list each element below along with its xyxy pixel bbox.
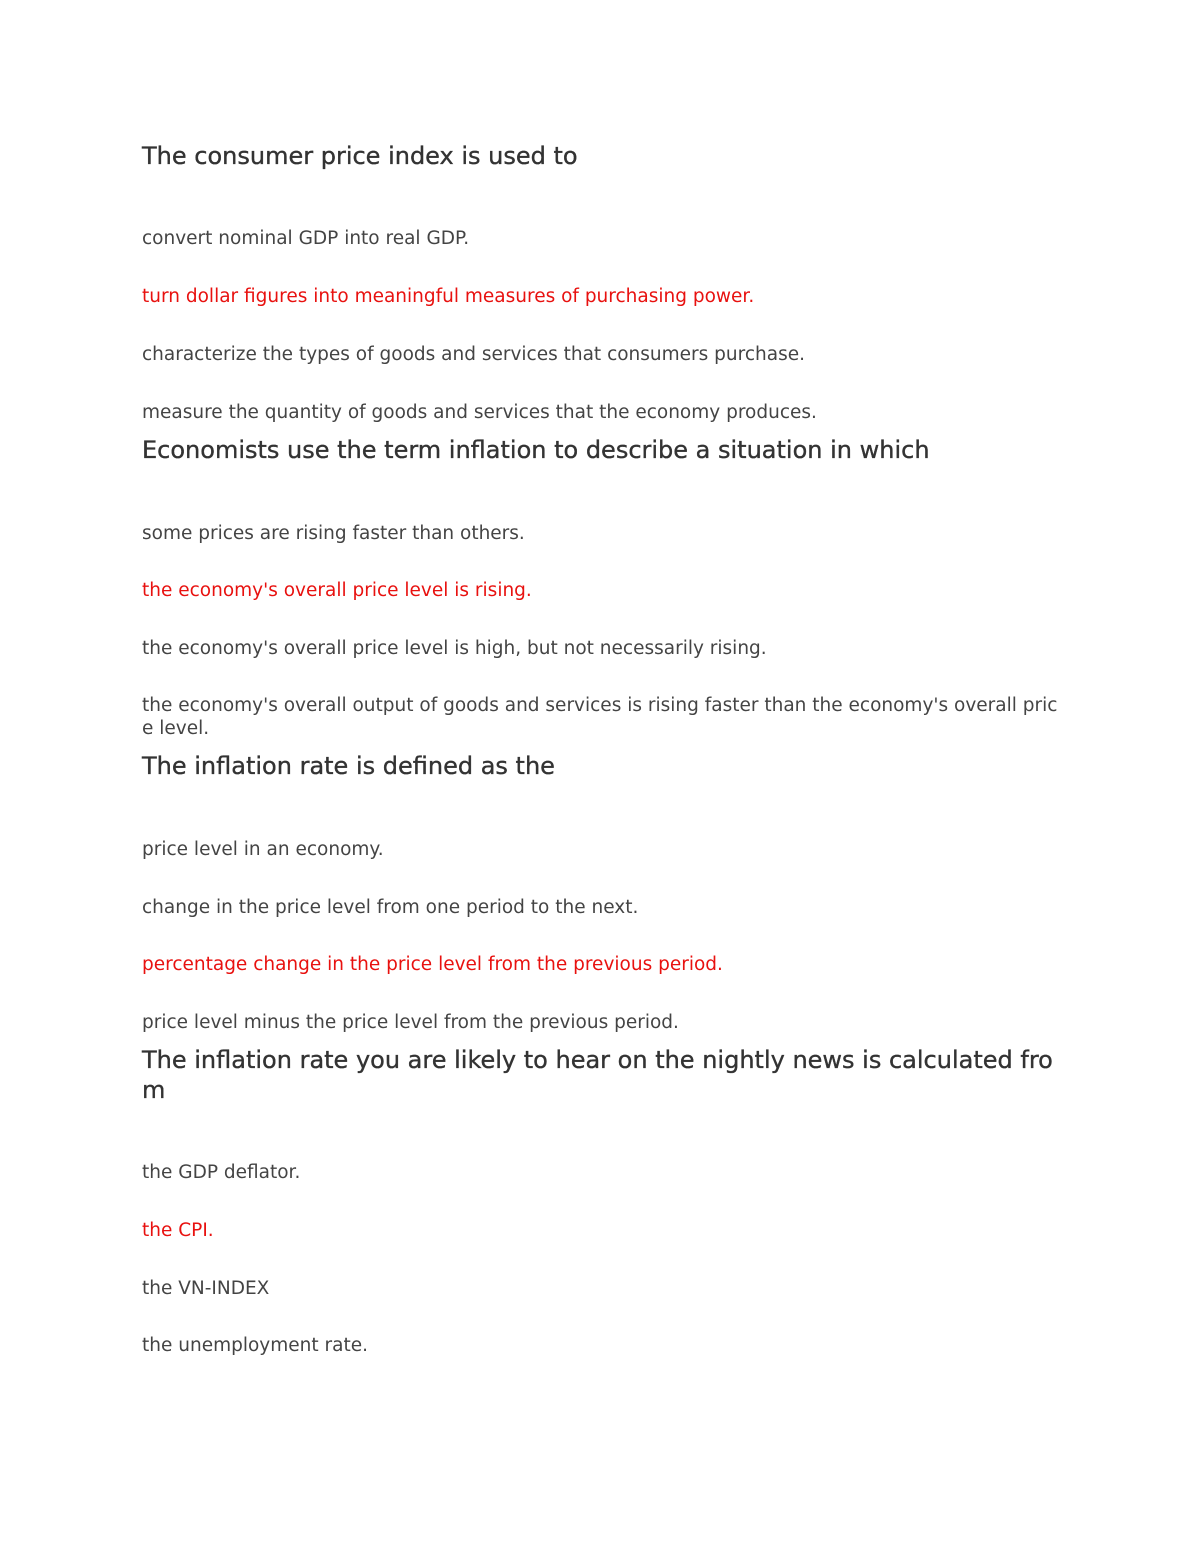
question-3-option-2: change in the price level from one period to the next. bbox=[142, 897, 639, 918]
question-2-option-3: the economy's overall price level is high, but not necessarily rising. bbox=[142, 638, 767, 659]
question-1-option-2-correct: turn dollar figures into meaningful measures of purchasing power. bbox=[142, 286, 755, 307]
question-1-title: The consumer price index is used to bbox=[142, 142, 578, 170]
question-4-title: The inflation rate you are likely to hear on the nightly news is calculated from bbox=[142, 1046, 1053, 1104]
question-4-option-1: the GDP deflator. bbox=[142, 1162, 301, 1183]
question-1-option-4: measure the quantity of goods and services that the economy produces. bbox=[142, 402, 817, 423]
question-4-option-4: the unemployment rate. bbox=[142, 1335, 368, 1356]
question-2-option-2-correct: the economy's overall price level is rising. bbox=[142, 580, 532, 601]
question-3-option-4: price level minus the price level from the previous period. bbox=[142, 1012, 679, 1033]
question-3-option-3-correct: percentage change in the price level from the previous period. bbox=[142, 954, 723, 975]
question-2-title: Economists use the term inflation to describe a situation in which bbox=[142, 436, 930, 464]
question-1-option-3: characterize the types of goods and services that consumers purchase. bbox=[142, 344, 805, 365]
question-3-option-1: price level in an economy. bbox=[142, 839, 384, 860]
question-4-option-3: the VN-INDEX bbox=[142, 1278, 270, 1299]
question-2-option-1: some prices are rising faster than others. bbox=[142, 523, 525, 544]
question-2-option-4: the economy's overall output of goods and services is rising faster than the economy's overall price level. bbox=[142, 695, 1058, 739]
question-3-title: The inflation rate is defined as the bbox=[142, 752, 555, 780]
question-1-option-1: convert nominal GDP into real GDP. bbox=[142, 228, 470, 249]
question-4-option-2-correct: the CPI. bbox=[142, 1220, 214, 1241]
